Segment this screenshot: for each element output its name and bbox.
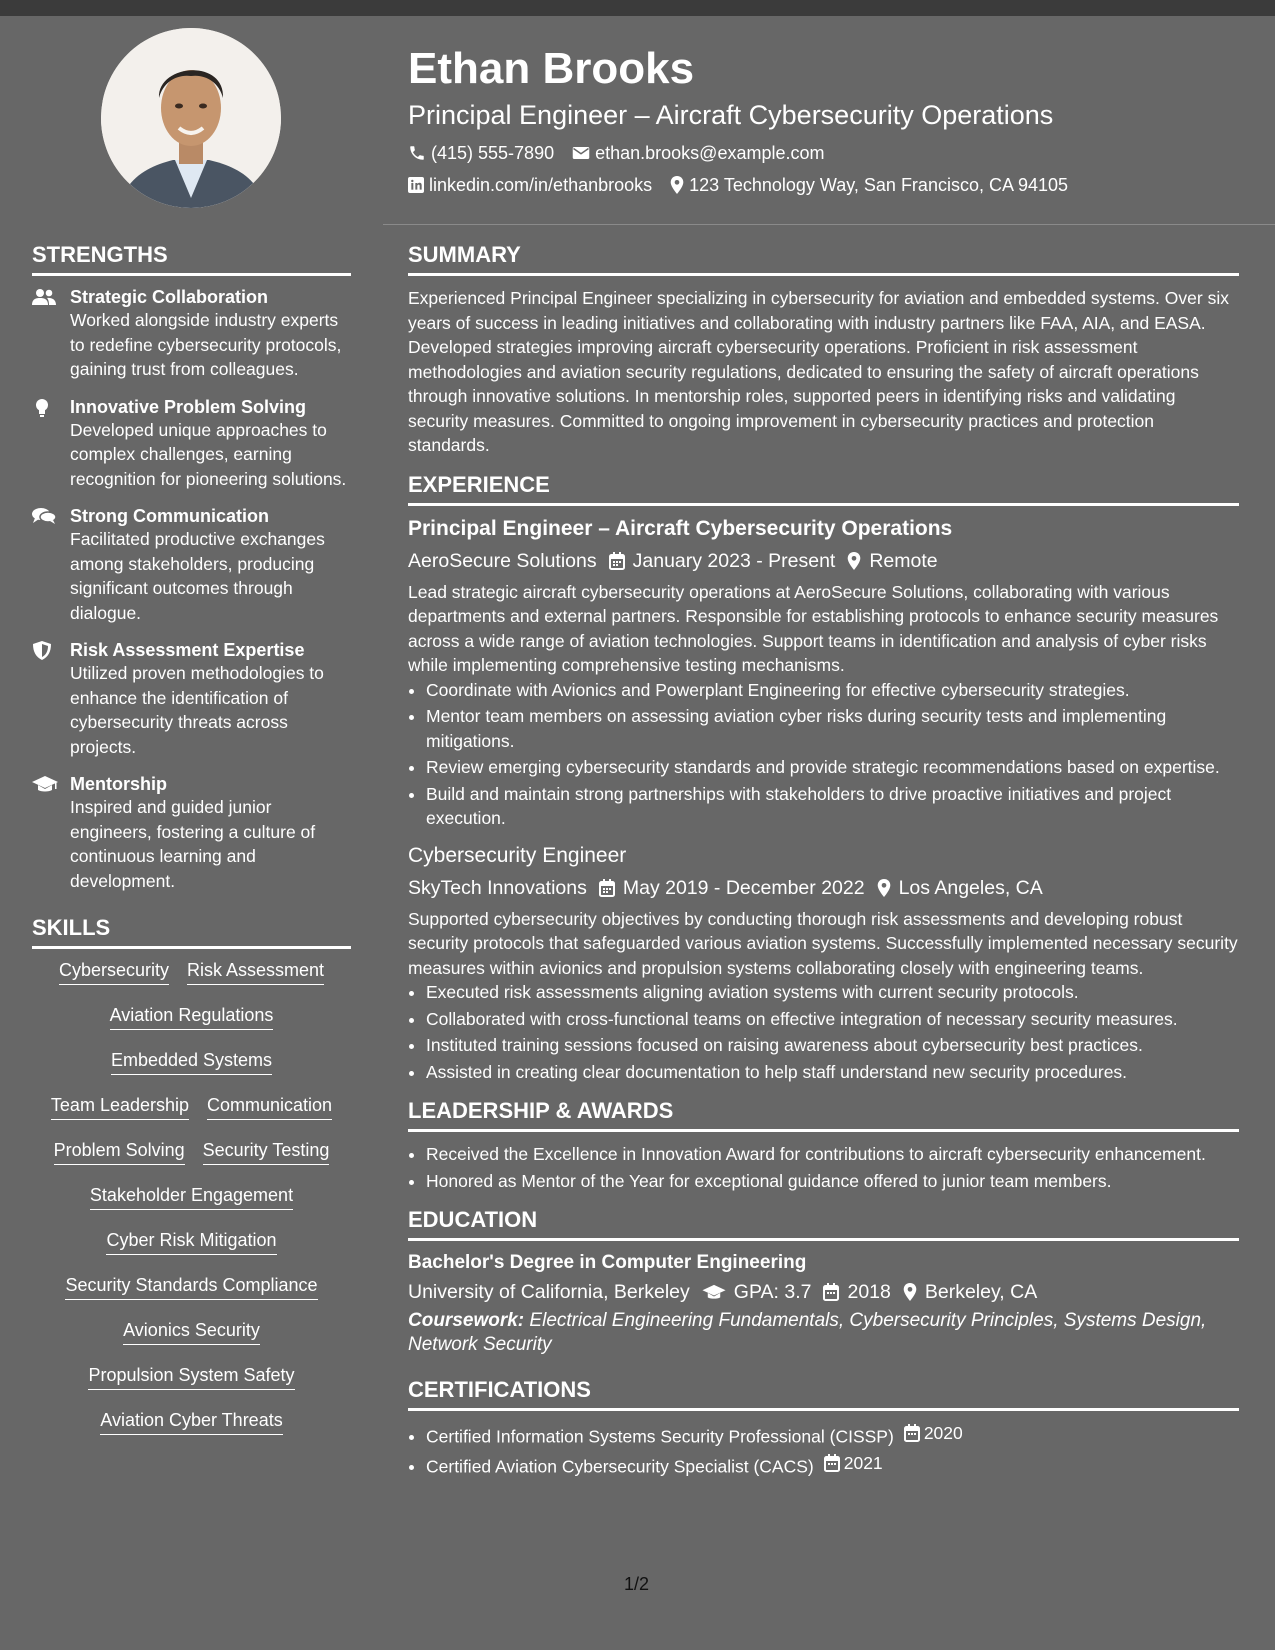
job-description: Supported cybersecurity objectives by conducting thorough risk assessments and developing robust security protocols that safeguarded various aviation systems. Successfully implemented necessary security measures within avionics and propulsion systems collaborating closely with engineering teams. bbox=[408, 908, 1238, 978]
users-icon bbox=[32, 288, 56, 306]
job-description: Lead strategic aircraft cybersecurity operations at AeroSecure Solutions, collaborating with various departments and external partners. Responsible for establishing protocols to enhance security measures across a wide range of aviation technologies. Support teams in identification and analysis of cyber risks while implementing comprehensive testing mechanisms. bbox=[408, 581, 1219, 675]
strength-title: Risk Assessment Expertise bbox=[70, 640, 305, 660]
strength-item bbox=[32, 773, 351, 893]
certification-year: 2020 bbox=[923, 1423, 963, 1443]
skill-tag: Avionics Security bbox=[123, 1319, 260, 1345]
profile-photo bbox=[101, 28, 281, 208]
linkedin-contact[interactable] bbox=[408, 174, 652, 196]
skill-tag: Communication bbox=[207, 1094, 332, 1120]
job-bullet: • Mentor team members on assessing aviation cyber risks during security tests and implementing mitigations. bbox=[426, 704, 1239, 753]
skill-tag: Cyber Risk Mitigation bbox=[106, 1229, 276, 1255]
strength-item bbox=[32, 505, 351, 625]
award-item: • Received the Excellence in Innovation Award for contributions to aircraft cybersecurity enhancement. bbox=[426, 1142, 1239, 1167]
job-bullet: • Build and maintain strong partnerships with stakeholders to drive proactive initiatives and project execution. bbox=[426, 782, 1239, 831]
job-location: Los Angeles, CA bbox=[898, 876, 1043, 899]
resume-header bbox=[408, 44, 1248, 196]
job-company: SkyTech Innovations bbox=[408, 876, 587, 899]
job-bullet: • Instituted training sessions focused on raising awareness about cybersecurity best practices. bbox=[426, 1033, 1239, 1058]
job-dates: May 2019 - December 2022 bbox=[622, 876, 865, 899]
job-bullet: • Coordinate with Avionics and Powerplant Engineering for effective cybersecurity strategies. bbox=[426, 678, 1239, 703]
graduation-cap-icon bbox=[702, 1284, 726, 1300]
map-marker-icon bbox=[877, 879, 891, 897]
experience-heading: EXPERIENCE bbox=[408, 472, 1239, 506]
address-contact bbox=[670, 174, 1068, 196]
linkedin-icon bbox=[408, 177, 424, 193]
phone-icon bbox=[408, 144, 426, 162]
strength-desc: Inspired and guided junior engineers, fostering a culture of continuous learning and development. bbox=[70, 797, 316, 891]
calendar-icon bbox=[823, 1283, 839, 1301]
certification-name: Certified Aviation Cybersecurity Specialist (CACS) bbox=[426, 1456, 814, 1476]
skill-tag: Problem Solving bbox=[54, 1139, 185, 1165]
skill-tag: Cybersecurity bbox=[59, 959, 169, 985]
skill-tag: Security Standards Compliance bbox=[65, 1274, 317, 1300]
summary-heading: SUMMARY bbox=[408, 242, 1239, 276]
map-marker-icon bbox=[847, 552, 861, 570]
awards-heading: LEADERSHIP & AWARDS bbox=[408, 1098, 1239, 1132]
strength-title: Innovative Problem Solving bbox=[70, 396, 307, 417]
strengths-heading: STRENGTHS bbox=[32, 242, 351, 276]
job-title: Principal Engineer – Aircraft Cybersecurity Operations bbox=[408, 516, 953, 540]
award-item: • Honored as Mentor of the Year for exceptional guidance offered to junior team members. bbox=[426, 1169, 1239, 1194]
job-bullet: • Collaborated with cross-functional teams on effective integration of necessary security measures. bbox=[426, 1007, 1239, 1032]
strength-title: Strong Communication bbox=[70, 506, 269, 526]
job-company: AeroSecure Solutions bbox=[408, 549, 597, 572]
email-text[interactable]: ethan.brooks@example.com bbox=[595, 143, 825, 163]
job-entry bbox=[408, 843, 1239, 1085]
window-top-bar bbox=[0, 0, 1275, 16]
strength-item bbox=[32, 286, 351, 382]
job-location: Remote bbox=[869, 549, 938, 572]
certification-name: Certified Information Systems Security Professional (CISSP) bbox=[426, 1426, 894, 1447]
skill-tag: Stakeholder Engagement bbox=[90, 1184, 293, 1210]
certification-year: 2021 bbox=[843, 1452, 883, 1473]
skills-list bbox=[32, 949, 351, 1444]
education-heading: EDUCATION bbox=[408, 1207, 1239, 1241]
strength-item bbox=[32, 639, 351, 759]
left-column bbox=[32, 242, 351, 1444]
email-contact[interactable] bbox=[572, 142, 824, 164]
strength-desc: Worked alongside industry experts to redefine cybersecurity protocols, gaining trust from colleagues. bbox=[70, 310, 342, 379]
map-marker-icon bbox=[903, 1283, 917, 1301]
skill-tag: Propulsion System Safety bbox=[88, 1364, 294, 1390]
certification-item bbox=[426, 1451, 1239, 1479]
right-column bbox=[408, 242, 1239, 1481]
calendar-icon bbox=[904, 1424, 920, 1442]
job-dates: January 2023 - Present bbox=[632, 549, 836, 572]
coursework-text: Electrical Engineering Fundamentals, Cybersecurity Principles, Systems Design, Network Security bbox=[408, 1310, 1207, 1355]
graduation-year: 2018 bbox=[847, 1281, 891, 1303]
strength-desc: Developed unique approaches to complex challenges, earning recognition for pioneering solutions. bbox=[70, 419, 347, 489]
skills-heading: SKILLS bbox=[32, 915, 351, 949]
shield-icon bbox=[32, 641, 56, 661]
skill-tag: Risk Assessment bbox=[187, 959, 324, 985]
lightbulb-icon bbox=[32, 398, 56, 418]
phone-text: (415) 555-7890 bbox=[431, 143, 555, 163]
certifications-heading: CERTIFICATIONS bbox=[408, 1377, 1239, 1411]
skill-tag: Security Testing bbox=[203, 1139, 330, 1165]
school-location: Berkeley, CA bbox=[924, 1281, 1038, 1303]
address-text: 123 Technology Way, San Francisco, CA 94105 bbox=[689, 175, 1069, 195]
summary-text: Experienced Principal Engineer specializing in cybersecurity for aviation and embedded systems. Over six years of success in leading initiatives and collaborating with industry partners like FAA, AIA, and EASA. Developed strategies improving aircraft cybersecurity operations. Proficient in risk assessment methodologies and aviation security regulations, dedicated to ensuring the safety of aircraft operations through innovative solutions. In mentorship roles, supported peers in identifying risks and validating security measures. Committed to ongoing improvement in cybersecurity practices and protection standards. bbox=[408, 288, 1229, 455]
skill-tag: Aviation Cyber Threats bbox=[100, 1409, 282, 1435]
strength-desc: Utilized proven methodologies to enhance the identification of cybersecurity threats across projects. bbox=[70, 663, 324, 757]
school-name: University of California, Berkeley bbox=[408, 1281, 690, 1303]
skill-tag: Team Leadership bbox=[51, 1094, 189, 1120]
job-bullet: • Assisted in creating clear documentation to help staff understand new security procedures. bbox=[426, 1060, 1239, 1085]
coursework-label: Coursework: bbox=[408, 1310, 525, 1331]
map-marker-icon bbox=[670, 176, 684, 194]
candidate-title: Principal Engineer – Aircraft Cybersecurity Operations bbox=[408, 100, 1054, 130]
phone-contact bbox=[408, 142, 554, 164]
strength-desc: Facilitated productive exchanges among stakeholders, producing significant outcomes through dialogue. bbox=[70, 529, 325, 623]
coursework bbox=[408, 1309, 1239, 1357]
skill-tag: Aviation Regulations bbox=[110, 1004, 274, 1030]
calendar-icon bbox=[824, 1454, 840, 1472]
graduation-cap-icon bbox=[32, 775, 58, 793]
header-divider bbox=[383, 224, 1275, 225]
skill-tag: Embedded Systems bbox=[111, 1049, 272, 1075]
candidate-name: Ethan Brooks bbox=[408, 44, 695, 93]
job-bullet: • Executed risk assessments aligning aviation systems with current security protocols. bbox=[426, 980, 1239, 1005]
calendar-icon bbox=[599, 879, 615, 897]
page-number: 1/2 bbox=[624, 1574, 650, 1594]
strength-item bbox=[32, 396, 351, 492]
job-title: Cybersecurity Engineer bbox=[408, 843, 627, 867]
comments-icon bbox=[32, 507, 56, 525]
job-bullet: • Review emerging cybersecurity standards and provide strategic recommendations based on expertise. bbox=[426, 755, 1239, 780]
strength-title: Mentorship bbox=[70, 774, 167, 794]
envelope-icon bbox=[572, 145, 590, 161]
degree-title: Bachelor's Degree in Computer Engineering bbox=[408, 1252, 807, 1273]
job-entry bbox=[408, 516, 1239, 831]
linkedin-text[interactable]: linkedin.com/in/ethanbrooks bbox=[429, 175, 653, 195]
calendar-icon bbox=[609, 552, 625, 570]
gpa-text: GPA: 3.7 bbox=[733, 1281, 812, 1303]
strength-title: Strategic Collaboration bbox=[70, 287, 269, 307]
certification-item bbox=[426, 1421, 1239, 1449]
